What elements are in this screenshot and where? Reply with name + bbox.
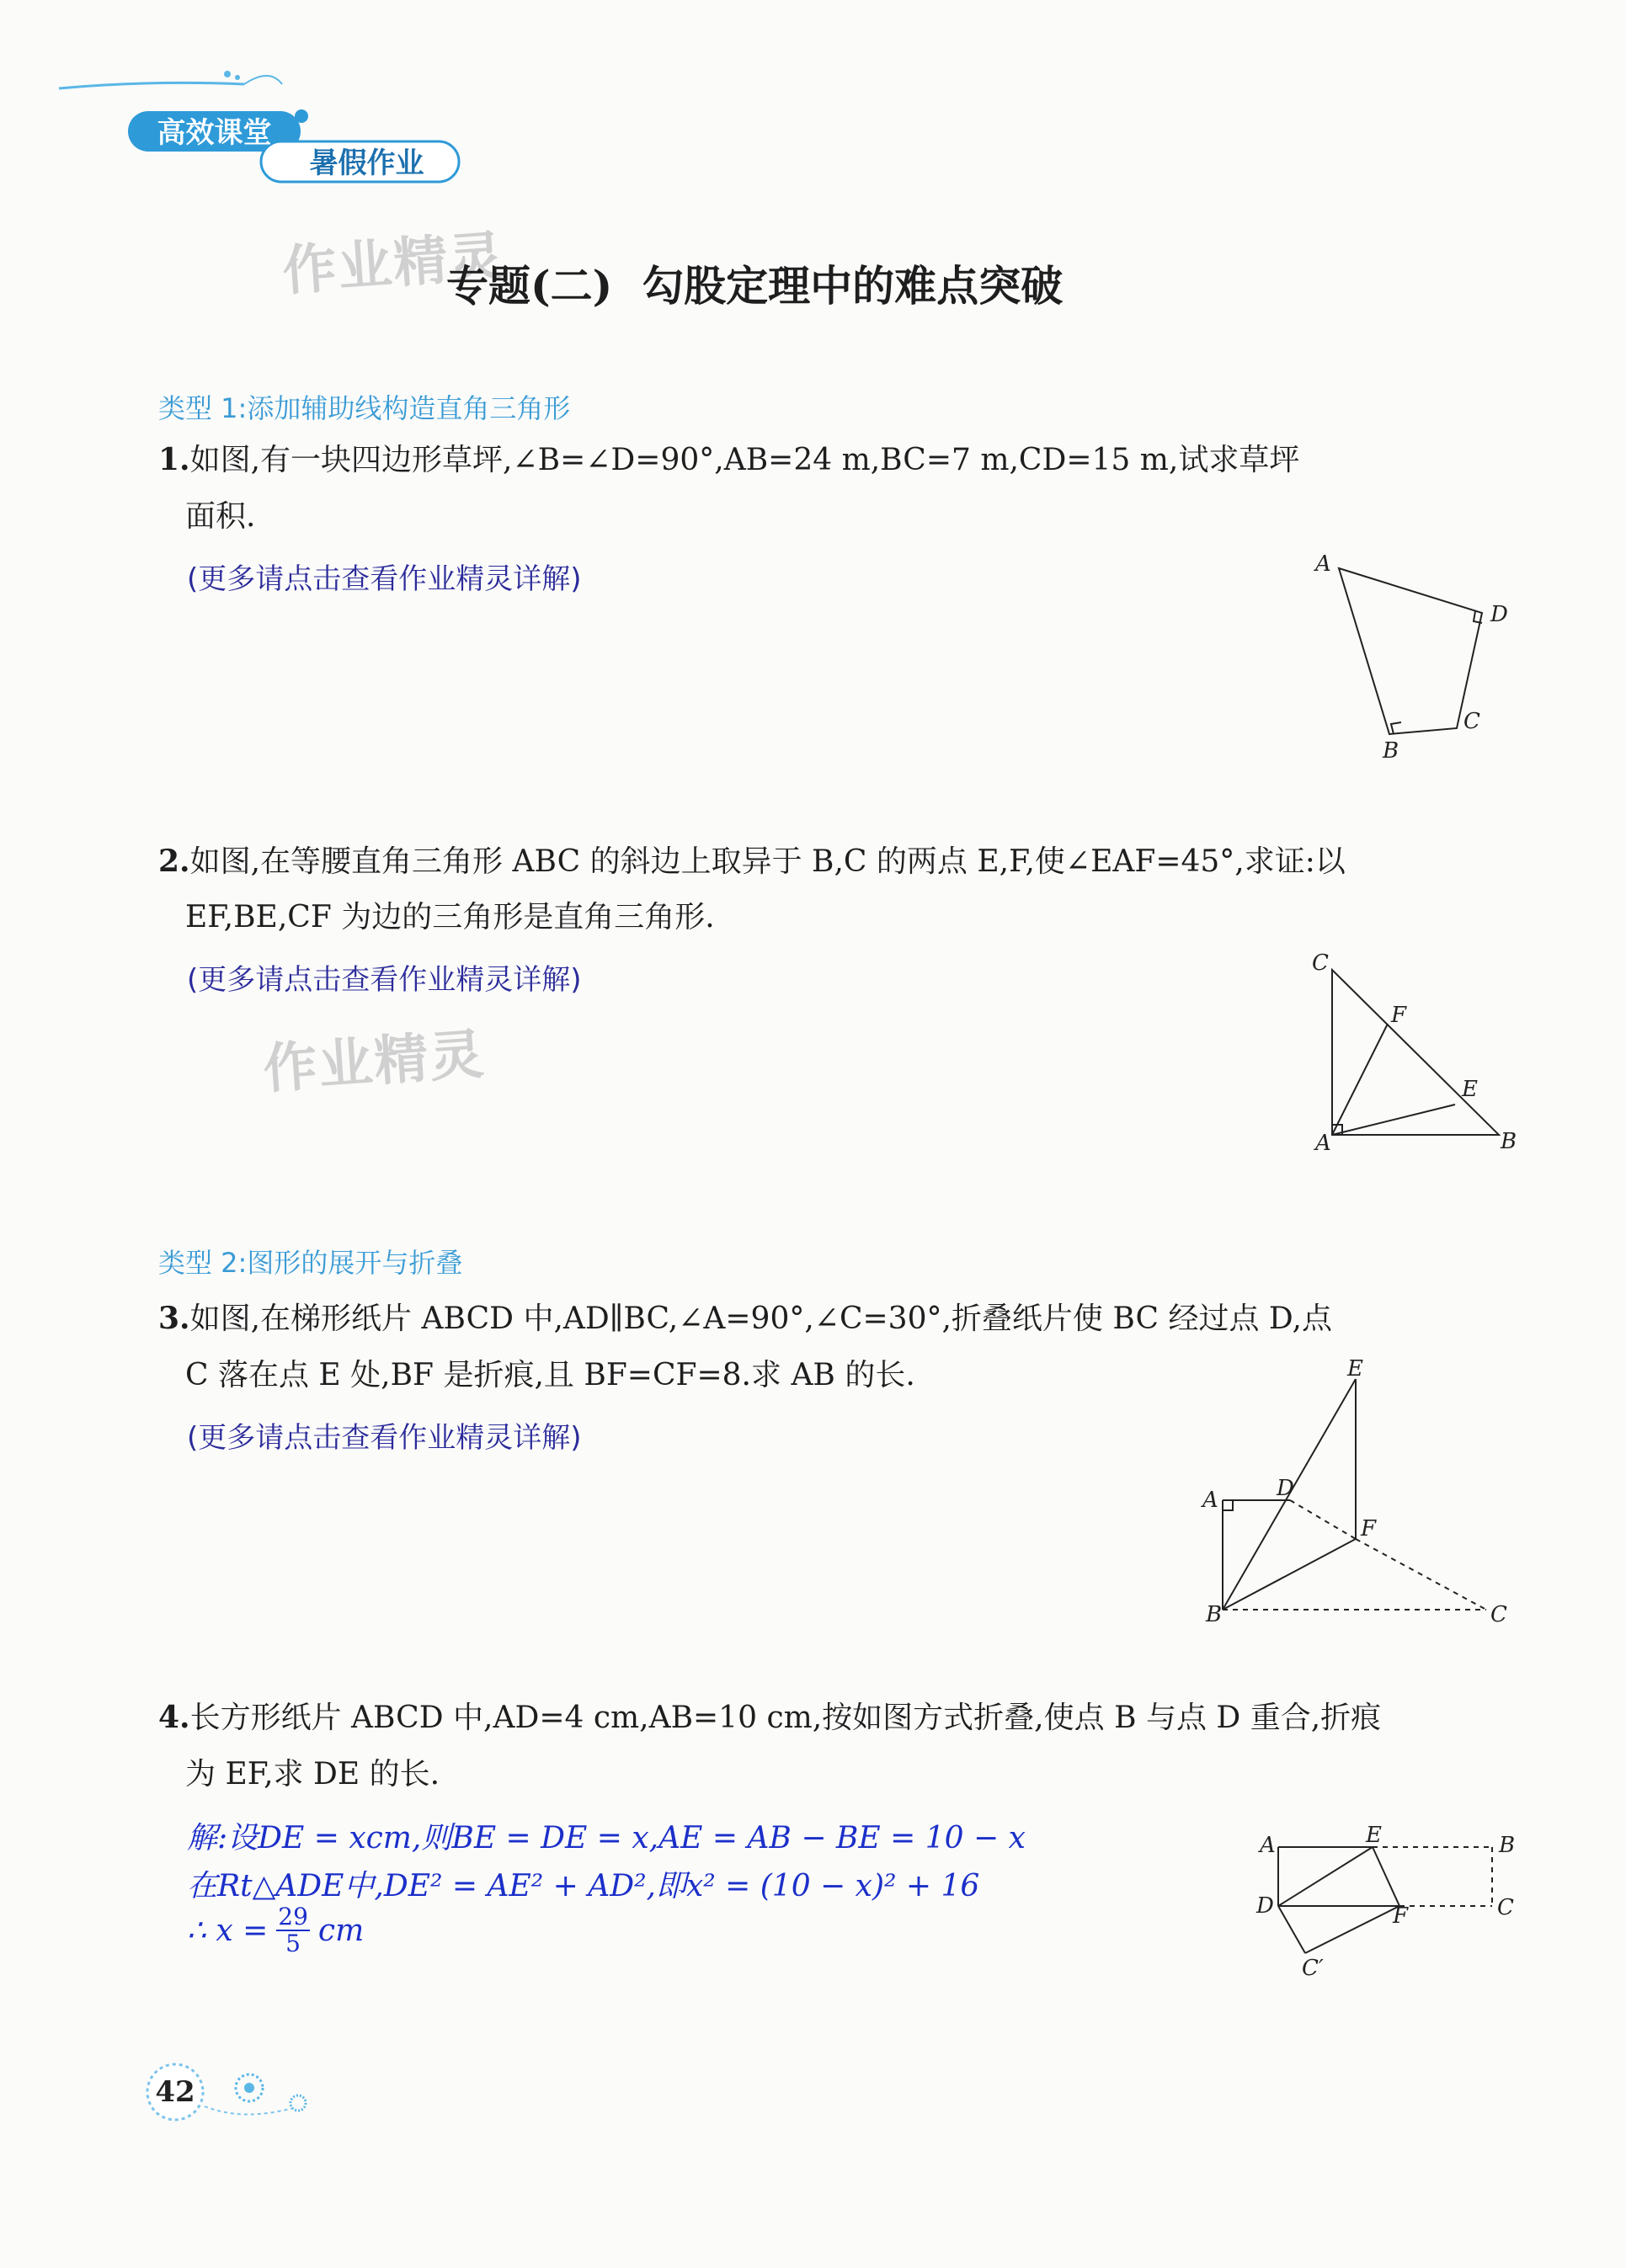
question-text: 如图,在梯形纸片 ABCD 中,AD∥BC,∠A=90°,∠C=30°,折叠纸片使 BC 经过点 D,点 <box>189 1302 1332 1336</box>
figure-q3 <box>1196 1355 1516 1633</box>
label-E: E <box>1462 1077 1478 1102</box>
label-B: B <box>1383 738 1399 764</box>
label-C-prime: C′ <box>1302 1956 1324 1981</box>
label-A: A <box>1315 551 1331 577</box>
figure-q4 <box>1238 1810 1524 1995</box>
figure-q1 <box>1297 547 1516 766</box>
label-C: C <box>1463 709 1480 734</box>
more-link-3[interactable]: (更多请点击查看作业精灵详解) <box>187 1421 582 1455</box>
label-E: E <box>1347 1356 1363 1382</box>
label-A: A <box>1202 1488 1218 1513</box>
question-number: 3. <box>158 1301 190 1336</box>
watermark: 作业精灵 <box>280 225 507 304</box>
question-4 <box>158 1702 1381 1733</box>
question-number: 4. <box>158 1700 190 1735</box>
label-B: B <box>1206 1602 1223 1627</box>
solution-line-2: 在Rt△ADE中,DE² = AE² + AD²,即x² = (10 − x)² + 16 <box>187 1869 980 1903</box>
label-A: A <box>1260 1833 1276 1858</box>
question-1 <box>158 442 1300 477</box>
fraction-numerator: 29 <box>278 1903 308 1930</box>
label-C: C <box>1490 1602 1507 1627</box>
label-F: F <box>1361 1516 1377 1541</box>
question-text: 如图,在等腰直角三角形 ABC 的斜边上取异于 B,C 的两点 E,F,使∠EAF=45°,求证:以 <box>189 844 1346 879</box>
page-title: 专题(二) 勾股定理中的难点突破 <box>446 261 1064 311</box>
fraction <box>276 1904 310 1957</box>
fraction-denominator: 5 <box>285 1930 301 1957</box>
question-3 <box>158 1303 1332 1334</box>
label-B: B <box>1501 1129 1517 1154</box>
header-badge-top: 高效课堂 <box>157 116 272 150</box>
label-F: F <box>1393 1903 1409 1929</box>
question-number: 1. <box>158 442 190 477</box>
label-C: C <box>1497 1895 1514 1920</box>
type-heading-2: 类型 2:图形的展开与折叠 <box>158 1247 463 1279</box>
more-link-2[interactable]: (更多请点击查看作业精灵详解) <box>187 963 582 997</box>
page-number: 42 <box>155 2075 195 2109</box>
label-D: D <box>1256 1893 1274 1919</box>
watermark: 作业精灵 <box>261 1023 488 1102</box>
label-F: F <box>1391 1003 1407 1028</box>
header-badge-bottom: 暑假作业 <box>309 146 424 180</box>
question-number: 2. <box>158 844 190 879</box>
more-link-1[interactable]: (更多请点击查看作业精灵详解) <box>187 562 582 596</box>
question-3-line2: C 落在点 E 处,BF 是折痕,且 BF=CF=8.求 AB 的长. <box>185 1358 915 1392</box>
question-text: 长方形纸片 ABCD 中,AD=4 cm,AB=10 cm,按如图方式折叠,使点 B 与点 D 重合,折痕 <box>189 1701 1382 1735</box>
figure-q2 <box>1297 951 1533 1162</box>
solution-prefix: ∴ x = <box>187 1913 269 1948</box>
label-E: E <box>1366 1823 1382 1848</box>
label-D: D <box>1490 602 1508 627</box>
question-1-line2: 面积. <box>185 499 256 534</box>
question-2 <box>158 846 1346 877</box>
solution-line-1: 解:设DE = xcm,则BE = DE = x,AE = AB − BE = 10 − x <box>187 1821 1026 1855</box>
label-A: A <box>1315 1131 1331 1156</box>
question-text: 如图,有一块四边形草坪,∠B=∠D=90°,AB=24 m,BC=7 m,CD=15 m,试求草坪 <box>189 443 1300 477</box>
label-C: C <box>1312 950 1329 976</box>
label-D: D <box>1277 1476 1294 1501</box>
solution-line-3 <box>187 1904 364 1957</box>
type-heading-1: 类型 1:添加辅助线构造直角三角形 <box>158 392 571 424</box>
label-B: B <box>1499 1833 1516 1858</box>
question-4-line2: 为 EF,求 DE 的长. <box>185 1757 440 1792</box>
question-2-line2: EF,BE,CF 为边的三角形是直角三角形. <box>185 900 715 934</box>
solution-suffix: cm <box>317 1913 365 1948</box>
